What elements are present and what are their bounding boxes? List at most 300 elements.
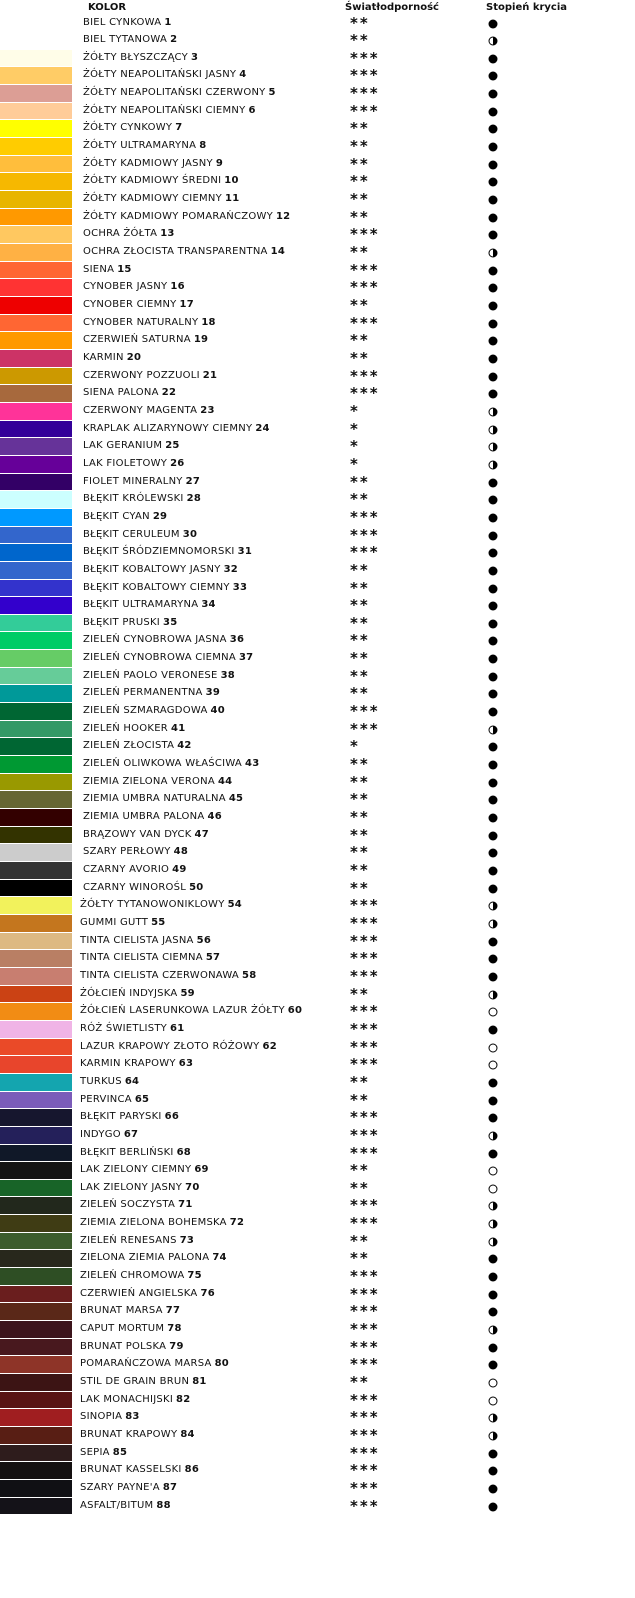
lightfastness-stars: ** xyxy=(350,1249,370,1268)
filled-circle-icon xyxy=(488,301,498,311)
color-name xyxy=(83,617,177,628)
color-number: 25 xyxy=(165,440,180,452)
lightfastness-stars: *** xyxy=(350,48,380,67)
color-name-text: BRUNAT KRAPOWY xyxy=(80,1429,178,1440)
lightfastness-stars: ** xyxy=(350,490,370,509)
table-row xyxy=(0,262,635,280)
header-lightfastness: Światłodporność xyxy=(345,2,439,13)
lightfastness-stars: ** xyxy=(350,348,370,367)
table-row xyxy=(0,1409,635,1427)
filled-circle-icon xyxy=(488,389,498,399)
table-row xyxy=(0,1092,635,1110)
color-name-text: BŁĘKIT ULTRAMARYNA xyxy=(83,599,199,611)
color-swatch xyxy=(0,1445,72,1462)
color-name xyxy=(80,952,220,963)
color-swatch xyxy=(0,1480,72,1497)
color-number: 3 xyxy=(190,51,199,63)
filled-circle-icon xyxy=(488,1343,498,1353)
color-name xyxy=(80,1199,193,1210)
color-number: 7 xyxy=(175,122,183,134)
color-name xyxy=(83,829,209,840)
color-name xyxy=(83,246,285,257)
lightfastness-stars: ** xyxy=(350,984,370,1003)
color-number: 84 xyxy=(180,1429,195,1440)
color-name xyxy=(83,511,167,522)
color-name-text: ŻÓŁTY KADMIOWY CIEMNY xyxy=(83,193,222,205)
lightfastness-stars: *** xyxy=(350,1196,380,1215)
lightfastness-stars: ** xyxy=(350,154,370,173)
color-number: 11 xyxy=(225,193,240,205)
color-swatch xyxy=(0,915,72,932)
color-name-text: ZIELEŃ CYNOBROWA JASNA xyxy=(83,634,227,646)
color-name xyxy=(83,687,220,698)
color-swatch xyxy=(0,15,72,32)
color-name-text: ZIELEŃ PERMANENTNA xyxy=(83,687,203,699)
table-row xyxy=(0,632,635,650)
color-swatch xyxy=(0,1409,72,1426)
color-name xyxy=(80,1217,244,1228)
color-number: 79 xyxy=(169,1340,184,1352)
filled-circle-icon xyxy=(488,1290,498,1300)
color-name xyxy=(83,122,182,133)
color-name xyxy=(83,317,216,328)
color-number: 70 xyxy=(185,1181,200,1193)
table-row xyxy=(0,685,635,703)
color-name xyxy=(80,899,242,910)
filled-circle-icon xyxy=(488,795,498,805)
color-name-text: LAK MONACHIJSKI xyxy=(80,1393,174,1405)
color-name-text: CYNOBER CIEMNY xyxy=(83,299,177,310)
color-swatch xyxy=(0,721,72,738)
filled-circle-icon xyxy=(488,689,498,699)
color-name xyxy=(80,1252,227,1263)
color-swatch xyxy=(0,244,72,261)
lightfastness-stars: ** xyxy=(350,1072,370,1091)
color-name xyxy=(83,564,238,575)
table-row xyxy=(0,1427,635,1445)
color-name-text: BIEL TYTANOWA xyxy=(83,34,168,46)
color-name xyxy=(83,34,177,45)
filled-circle-icon xyxy=(488,954,498,964)
color-swatch xyxy=(0,527,72,544)
color-swatch xyxy=(0,1321,72,1338)
empty-circle-icon xyxy=(488,1007,498,1017)
color-number: 63 xyxy=(178,1058,194,1070)
lightfastness-stars: ** xyxy=(350,790,370,809)
lightfastness-stars: *** xyxy=(350,1214,380,1233)
half-circle-icon xyxy=(488,1131,498,1141)
color-swatch xyxy=(0,262,72,279)
filled-circle-icon xyxy=(488,19,498,29)
table-row xyxy=(0,986,635,1004)
table-row xyxy=(0,1003,635,1021)
table-row xyxy=(0,1321,635,1339)
filled-circle-icon xyxy=(488,1149,498,1159)
color-name-text: SIENA PALONA xyxy=(83,387,159,399)
color-name xyxy=(80,1094,149,1105)
color-name-text: KARMIN xyxy=(83,351,124,363)
color-number: 1 xyxy=(164,16,172,28)
color-number: 8 xyxy=(199,140,207,152)
color-swatch xyxy=(0,1109,72,1126)
lightfastness-stars: ** xyxy=(350,137,370,156)
color-name-text: FIOLET MINERALNY xyxy=(83,475,183,487)
table-row xyxy=(0,191,635,209)
filled-circle-icon xyxy=(488,283,498,293)
color-name-text: ZIEMIA ZIELONA VERONA xyxy=(83,775,215,787)
color-swatch xyxy=(0,809,72,826)
color-number: 2 xyxy=(170,34,178,46)
color-number: 15 xyxy=(117,263,132,275)
color-name-text: TURKUS xyxy=(80,1075,122,1087)
color-swatch xyxy=(0,844,72,861)
table-row xyxy=(0,1039,635,1057)
color-name xyxy=(80,1005,302,1016)
color-number: 19 xyxy=(193,334,209,346)
lightfastness-stars: ** xyxy=(350,755,370,774)
empty-circle-icon xyxy=(488,1060,498,1070)
lightfastness-stars: * xyxy=(350,437,360,456)
lightfastness-stars: *** xyxy=(350,1337,380,1356)
lightfastness-stars: *** xyxy=(350,1408,380,1427)
lightfastness-stars: *** xyxy=(350,543,380,562)
color-name xyxy=(83,670,235,681)
color-number: 30 xyxy=(182,528,198,540)
color-swatch xyxy=(0,685,72,702)
color-name-text: CYNOBER NATURALNY xyxy=(83,316,199,328)
color-name-text: BRUNAT KASSELSKI xyxy=(80,1464,182,1476)
color-swatch xyxy=(0,350,72,367)
color-name xyxy=(83,529,197,540)
color-name xyxy=(83,634,244,645)
color-swatch xyxy=(0,1427,72,1444)
color-swatch xyxy=(0,1056,72,1073)
filled-circle-icon xyxy=(488,778,498,788)
color-swatch xyxy=(0,1374,72,1391)
color-number: 60 xyxy=(287,1005,303,1017)
lightfastness-stars: ** xyxy=(350,843,370,862)
color-name xyxy=(83,811,222,822)
color-name-text: ŻÓŁTY TYTANOWONIKLOWY xyxy=(80,899,225,911)
filled-circle-icon xyxy=(488,707,498,717)
table-row xyxy=(0,774,635,792)
color-swatch xyxy=(0,1250,72,1267)
color-swatch xyxy=(0,120,72,137)
lightfastness-stars: * xyxy=(350,419,360,438)
table-row xyxy=(0,15,635,33)
lightfastness-stars: *** xyxy=(350,1019,380,1038)
filled-circle-icon xyxy=(488,831,498,841)
color-name xyxy=(83,440,180,451)
table-header xyxy=(0,0,635,14)
color-number: 12 xyxy=(275,210,291,222)
color-name xyxy=(83,864,187,875)
color-name xyxy=(80,1429,195,1440)
table-row xyxy=(0,544,635,562)
table-row xyxy=(0,1480,635,1498)
table-row xyxy=(0,173,635,191)
color-number: 65 xyxy=(134,1093,150,1105)
color-number: 26 xyxy=(170,457,185,469)
lightfastness-stars: ** xyxy=(350,207,370,226)
color-name-text: ŻÓŁTY KADMIOWY POMARAŃCZOWY xyxy=(83,210,273,222)
table-row xyxy=(0,332,635,350)
filled-circle-icon xyxy=(488,636,498,646)
color-number: 77 xyxy=(165,1305,181,1317)
color-swatch xyxy=(0,1021,72,1038)
lightfastness-stars: ** xyxy=(350,119,370,138)
color-swatch xyxy=(0,986,72,1003)
color-number: 37 xyxy=(238,652,254,664)
table-row xyxy=(0,438,635,456)
color-name xyxy=(83,175,239,186)
color-number: 32 xyxy=(223,563,238,575)
color-number: 46 xyxy=(207,811,222,823)
color-name xyxy=(83,705,225,716)
color-name-text: BRUNAT POLSKA xyxy=(80,1340,167,1352)
color-swatch xyxy=(0,1498,72,1515)
color-number: 13 xyxy=(160,228,175,240)
table-row xyxy=(0,85,635,103)
color-swatch xyxy=(0,615,72,632)
filled-circle-icon xyxy=(488,1078,498,1088)
color-name-text: ZIELONA ZIEMIA PALONA xyxy=(80,1252,210,1264)
color-number: 81 xyxy=(192,1376,207,1388)
filled-circle-icon xyxy=(488,619,498,629)
filled-circle-icon xyxy=(488,1502,498,1512)
color-number: 22 xyxy=(161,387,177,399)
lightfastness-stars: *** xyxy=(350,1390,380,1409)
color-number: 88 xyxy=(156,1499,171,1511)
lightfastness-stars: *** xyxy=(350,896,380,915)
half-circle-icon xyxy=(488,442,498,452)
lightfastness-stars: *** xyxy=(350,507,380,526)
color-name-text: KRAPLAK ALIZARYNOWY CIEMNY xyxy=(83,422,253,434)
color-number: 78 xyxy=(167,1323,182,1335)
header-color: KOLOR xyxy=(88,2,127,13)
lightfastness-stars: *** xyxy=(350,966,380,985)
color-name xyxy=(83,423,270,434)
filled-circle-icon xyxy=(488,319,498,329)
filled-circle-icon xyxy=(488,742,498,752)
table-row xyxy=(0,226,635,244)
color-name-text: CZERWIEŃ ANGIELSKA xyxy=(80,1287,198,1299)
color-number: 33 xyxy=(232,581,248,593)
color-swatch xyxy=(0,1215,72,1232)
color-number: 10 xyxy=(224,175,239,187)
lightfastness-stars: *** xyxy=(350,1267,380,1286)
color-number: 55 xyxy=(151,916,166,928)
color-name-text: ŻÓŁTY NEAPOLITAŃSKI CIEMNY xyxy=(83,104,246,116)
lightfastness-stars: ** xyxy=(350,472,370,491)
color-number: 40 xyxy=(210,705,225,717)
color-number: 86 xyxy=(184,1464,200,1476)
filled-circle-icon xyxy=(488,937,498,947)
table-row xyxy=(0,67,635,85)
lightfastness-stars: ** xyxy=(350,772,370,791)
table-row xyxy=(0,1303,635,1321)
table-row xyxy=(0,368,635,386)
color-name xyxy=(80,1447,127,1458)
color-name-text: CYNOBER JASNY xyxy=(83,281,168,293)
color-name-text: ZIEMIA UMBRA PALONA xyxy=(83,811,205,823)
table-row xyxy=(0,1339,635,1357)
color-number: 47 xyxy=(194,828,209,840)
color-name-text: TINTA CIELISTA JASNA xyxy=(80,934,194,946)
color-swatch xyxy=(0,1339,72,1356)
filled-circle-icon xyxy=(488,177,498,187)
color-swatch xyxy=(0,226,72,243)
lightfastness-stars: *** xyxy=(350,1284,380,1303)
table-row xyxy=(0,668,635,686)
color-name xyxy=(80,935,211,946)
table-row xyxy=(0,156,635,174)
color-number: 64 xyxy=(124,1075,140,1087)
color-number: 29 xyxy=(152,510,168,522)
color-name-text: BŁĘKIT CYAN xyxy=(83,510,150,522)
header-opacity: Stopień krycia xyxy=(486,2,568,13)
filled-circle-icon xyxy=(488,142,498,152)
table-row xyxy=(0,350,635,368)
table-row xyxy=(0,32,635,50)
lightfastness-stars: *** xyxy=(350,1125,380,1144)
lightfastness-stars: ** xyxy=(350,172,370,191)
color-number: 38 xyxy=(220,669,235,681)
color-swatch xyxy=(0,1145,72,1162)
color-number: 85 xyxy=(112,1446,128,1458)
table-row xyxy=(0,315,635,333)
color-swatch xyxy=(0,332,72,349)
color-name xyxy=(80,1323,182,1334)
color-name xyxy=(83,758,259,769)
color-name xyxy=(80,988,195,999)
lightfastness-stars: * xyxy=(350,401,360,420)
color-name-text: ŻÓŁCIEŃ INDYJSKA xyxy=(80,987,178,999)
lightfastness-stars: ** xyxy=(350,649,370,668)
filled-circle-icon xyxy=(488,566,498,576)
color-swatch xyxy=(0,738,72,755)
color-name-text: ŻÓŁTY KADMIOWY ŚREDNI xyxy=(83,175,222,187)
lightfastness-stars: *** xyxy=(350,931,380,950)
color-swatch xyxy=(0,1303,72,1320)
color-name xyxy=(80,917,165,928)
color-swatch xyxy=(0,456,72,473)
table-row xyxy=(0,844,635,862)
color-number: 23 xyxy=(200,404,215,416)
table-row xyxy=(0,1056,635,1074)
color-name xyxy=(83,405,215,416)
color-name-text: BŁĘKIT PARYSKI xyxy=(80,1111,162,1123)
filled-circle-icon xyxy=(488,213,498,223)
color-swatch xyxy=(0,67,72,84)
color-name-text: BŁĘKIT BERLIŃSKI xyxy=(80,1146,174,1158)
lightfastness-stars: ** xyxy=(350,296,370,314)
table-row xyxy=(0,1145,635,1163)
lightfastness-stars: *** xyxy=(350,66,380,85)
color-number: 42 xyxy=(177,740,192,752)
color-name-text: SZARY PERŁOWY xyxy=(83,846,171,858)
lightfastness-stars: *** xyxy=(350,260,380,279)
filled-circle-icon xyxy=(488,372,498,382)
color-swatch xyxy=(0,1162,72,1179)
color-name xyxy=(83,723,185,734)
half-circle-icon xyxy=(488,1201,498,1211)
lightfastness-stars: *** xyxy=(350,1320,380,1339)
color-name-text: ZIELEŃ CHROMOWA xyxy=(80,1270,185,1282)
color-name xyxy=(83,334,208,345)
color-name-text: ŻÓŁTY NEAPOLITAŃSKI JASNY xyxy=(83,69,237,81)
color-name-text: SZARY PAYNE'A xyxy=(80,1481,160,1493)
color-number: 45 xyxy=(228,793,244,805)
color-number: 24 xyxy=(255,422,270,434)
table-row xyxy=(0,791,635,809)
color-name-text: OCHRA ŻÓŁTA xyxy=(83,228,158,240)
half-circle-icon xyxy=(488,1325,498,1335)
color-number: 44 xyxy=(217,775,233,787)
color-name xyxy=(80,1147,191,1158)
color-swatch xyxy=(0,421,72,438)
table-row xyxy=(0,1162,635,1180)
table-row xyxy=(0,138,635,156)
color-number: 67 xyxy=(123,1128,139,1140)
color-name-text: STIL DE GRAIN BRUN xyxy=(80,1376,190,1388)
color-number: 74 xyxy=(212,1252,227,1264)
lightfastness-stars: ** xyxy=(350,684,370,703)
filled-circle-icon xyxy=(488,866,498,876)
color-number: 17 xyxy=(179,299,194,310)
color-name-text: BŁĘKIT KOBALTOWY CIEMNY xyxy=(83,581,230,593)
filled-circle-icon xyxy=(488,584,498,594)
color-number: 82 xyxy=(176,1393,191,1405)
color-name xyxy=(80,1111,179,1122)
color-swatch xyxy=(0,1092,72,1109)
table-row xyxy=(0,297,635,315)
empty-circle-icon xyxy=(488,1166,498,1176)
filled-circle-icon xyxy=(488,1113,498,1123)
color-swatch xyxy=(0,173,72,190)
half-circle-icon xyxy=(488,36,498,46)
color-name xyxy=(80,1358,229,1369)
color-name-text: ŻÓŁTY ULTRAMARYNA xyxy=(83,140,197,152)
lightfastness-stars: ** xyxy=(350,613,370,632)
filled-circle-icon xyxy=(488,1025,498,1035)
color-name-text: LAK GERANIUM xyxy=(83,440,163,452)
filled-circle-icon xyxy=(488,1096,498,1106)
color-name-text: CZERWIEŃ SATURNA xyxy=(83,334,191,346)
filled-circle-icon xyxy=(488,1360,498,1370)
color-name xyxy=(80,1464,199,1475)
color-swatch xyxy=(0,1074,72,1091)
table-row xyxy=(0,1250,635,1268)
table-row xyxy=(0,1374,635,1392)
color-swatch xyxy=(0,1039,72,1056)
lightfastness-stars: *** xyxy=(350,1055,380,1074)
filled-circle-icon xyxy=(488,972,498,982)
lightfastness-stars: ** xyxy=(350,243,370,262)
table-row xyxy=(0,615,635,633)
lightfastness-stars: *** xyxy=(350,1355,380,1374)
color-swatch xyxy=(0,32,72,49)
color-name xyxy=(83,370,217,381)
filled-circle-icon xyxy=(488,54,498,64)
color-name xyxy=(80,1482,177,1493)
filled-circle-icon xyxy=(488,1272,498,1282)
table-row xyxy=(0,650,635,668)
lightfastness-stars: ** xyxy=(350,825,370,844)
table-row xyxy=(0,403,635,421)
color-number: 43 xyxy=(245,758,260,770)
color-swatch xyxy=(0,1356,72,1373)
